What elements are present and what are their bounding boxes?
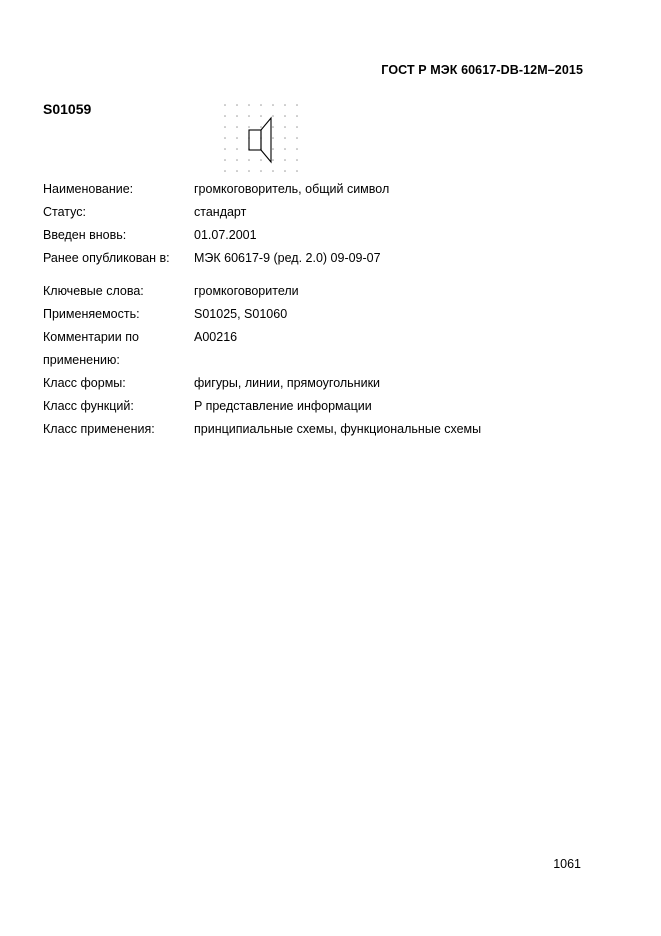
grid-dot xyxy=(272,159,274,161)
property-value: S01025, S01060 xyxy=(194,307,288,321)
property-value: A00216 xyxy=(194,330,238,344)
property-application-class xyxy=(43,418,603,441)
property-value: принципиальные схемы, функциональные схемы xyxy=(194,422,482,436)
grid-dot xyxy=(296,148,298,150)
property-value: МЭК 60617-9 (ред. 2.0) 09-09-07 xyxy=(194,251,381,265)
property-label: Введен вновь: xyxy=(43,228,127,242)
loudspeaker-body xyxy=(249,130,261,150)
property-value: громкоговоритель, общий символ xyxy=(194,182,390,196)
property-shape-class xyxy=(43,372,603,395)
grid-dot xyxy=(224,126,226,128)
grid-dot xyxy=(224,115,226,117)
property-applicability xyxy=(43,303,603,326)
grid-dot xyxy=(296,115,298,117)
loudspeaker-cone xyxy=(261,118,271,162)
loudspeaker-shape xyxy=(249,118,271,162)
grid-dot xyxy=(296,170,298,172)
property-status xyxy=(43,201,603,224)
grid-dot xyxy=(236,115,238,117)
grid-dot xyxy=(224,148,226,150)
grid-dot xyxy=(284,137,286,139)
loudspeaker-symbol-graphic xyxy=(221,100,301,174)
property-value: 01.07.2001 xyxy=(194,228,257,242)
symbol-properties xyxy=(43,178,603,441)
property-label: Класс функций: xyxy=(43,399,134,413)
property-comments xyxy=(43,326,603,372)
grid-dot xyxy=(236,148,238,150)
grid-dot xyxy=(260,126,262,128)
grid-dot xyxy=(224,159,226,161)
grid-dot xyxy=(296,159,298,161)
property-value: стандарт xyxy=(194,205,247,219)
property-value: фигуры, линии, прямоугольники xyxy=(194,376,381,390)
grid-dot xyxy=(296,104,298,106)
grid-dot xyxy=(296,137,298,139)
property-function-class xyxy=(43,395,603,418)
grid-dot xyxy=(272,148,274,150)
grid-dot xyxy=(248,104,250,106)
property-label: Ключевые слова: xyxy=(43,284,144,298)
property-keywords xyxy=(43,280,603,303)
property-previously-published xyxy=(43,247,603,270)
document-standard-id: ГОСТ Р МЭК 60617-DB-12M–2015 xyxy=(381,63,583,77)
grid-dot xyxy=(224,104,226,106)
property-label: Класс применения: xyxy=(43,422,155,436)
property-label xyxy=(43,326,194,372)
grid-dot xyxy=(260,159,262,161)
property-label: Статус: xyxy=(43,205,86,219)
grid-dot xyxy=(284,115,286,117)
grid-dot xyxy=(272,104,274,106)
grid-dot xyxy=(260,170,262,172)
grid-dot xyxy=(236,126,238,128)
grid-dot xyxy=(248,126,250,128)
grid-dot xyxy=(284,148,286,150)
page-number: 1061 xyxy=(553,857,581,871)
grid-dot xyxy=(284,170,286,172)
grid-dot xyxy=(248,115,250,117)
grid-dot xyxy=(236,137,238,139)
grid-dot xyxy=(224,137,226,139)
property-label: Наименование: xyxy=(43,182,134,196)
grid-dot xyxy=(272,137,274,139)
property-label-line-1: Комментарии по xyxy=(43,330,139,344)
grid-dot xyxy=(236,170,238,172)
grid-dot xyxy=(296,126,298,128)
grid-dot xyxy=(284,126,286,128)
grid-dot xyxy=(236,104,238,106)
symbol-id: S01059 xyxy=(43,101,92,117)
grid-dot xyxy=(272,126,274,128)
grid-dot xyxy=(260,115,262,117)
property-label: Применяемость: xyxy=(43,307,140,321)
grid-dot xyxy=(248,159,250,161)
loudspeaker-symbol-icon xyxy=(221,100,301,174)
property-name xyxy=(43,178,603,201)
grid-dot xyxy=(236,159,238,161)
property-label: Класс формы: xyxy=(43,376,126,390)
property-value: P представление информации xyxy=(194,399,372,413)
property-label: Ранее опубликован в: xyxy=(43,251,170,265)
grid-dot xyxy=(284,104,286,106)
grid-dot xyxy=(260,104,262,106)
property-value: громкоговорители xyxy=(194,284,299,298)
property-introduced xyxy=(43,224,603,247)
grid-dot xyxy=(224,170,226,172)
grid-dot xyxy=(284,159,286,161)
grid-dot xyxy=(248,170,250,172)
grid-dot xyxy=(272,115,274,117)
grid-dot xyxy=(272,170,274,172)
property-label-line-2: применению: xyxy=(43,353,120,367)
